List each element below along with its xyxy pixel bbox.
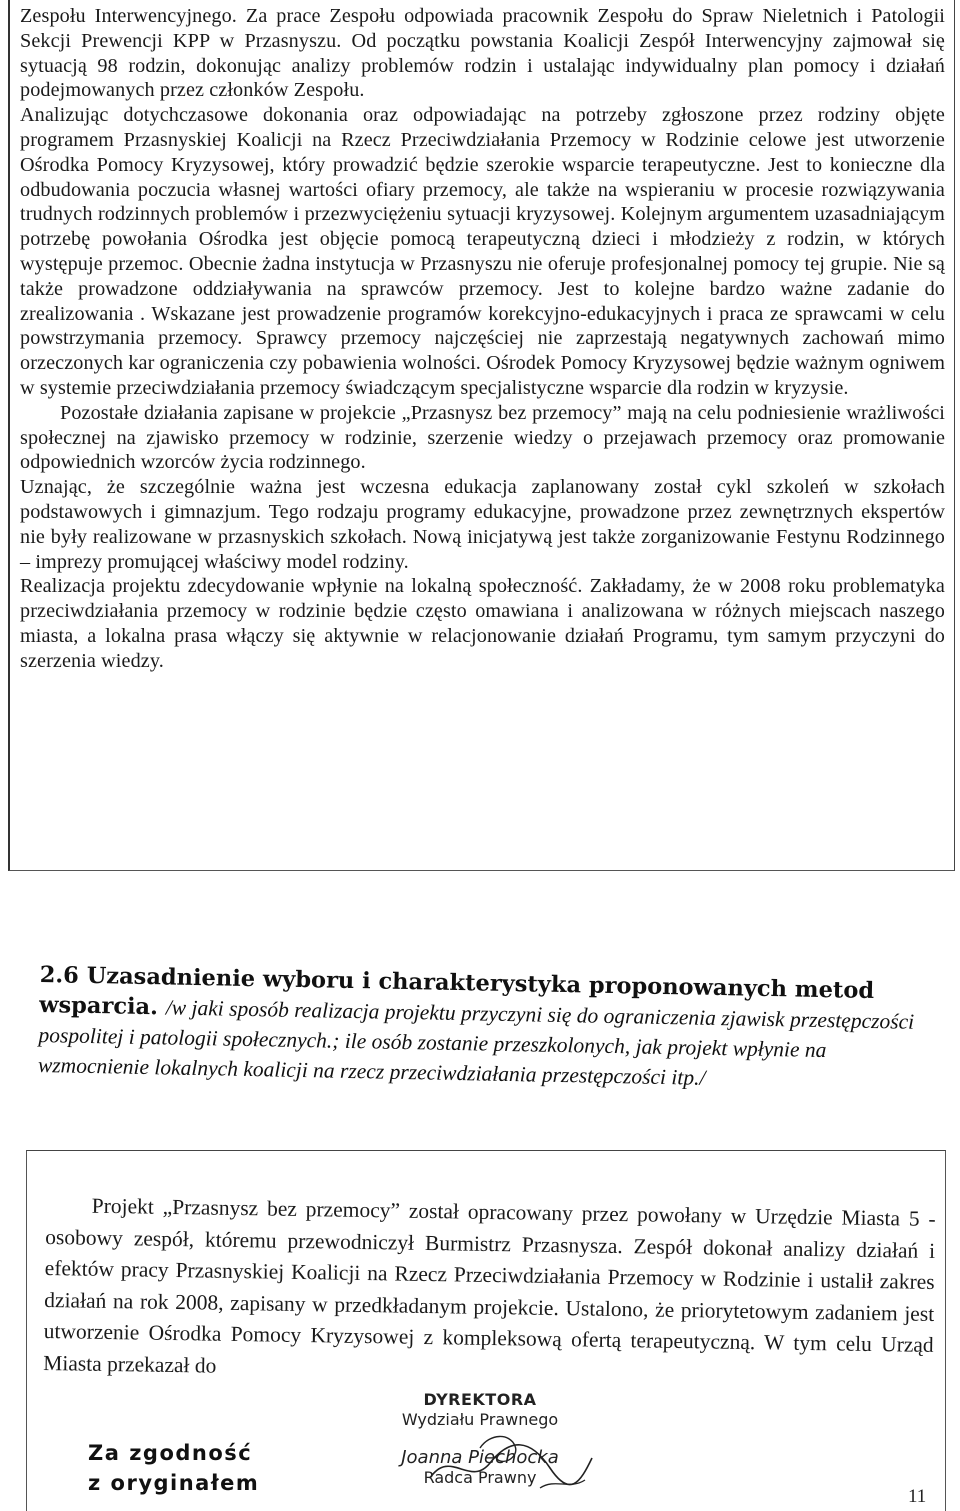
section-hint: /w jaki sposób realizacja projektu przyczyni się do ograniczenia zjawisk przestępczości pospolitej i patologii społecznych.; ile osób zostanie przeszkolonych, jak projekt wpłynie na wzmocnienie lokalnych koalicji na rzecz przeciwdziałania przestępczości itp./ — [37, 995, 915, 1090]
lower-text-block — [43, 1190, 936, 1393]
paragraph: Pozostałe działania zapisane w projekcie „Przasnysz bez przemocy” mają na celu podniesienie wrażliwości społecznej na zjawisko przemocy w rodzinie, szerzenie wiedzy o przejawach przemocy oraz promowanie odpowiednich wzorców życia rodzinnego. — [20, 401, 945, 474]
section-title: Uzasadnienie wyboru i charakterystyka proponowanych metod wsparcia. — [38, 962, 875, 1021]
upper-text-block — [20, 4, 945, 674]
paragraph: Uznając, że szczególnie ważna jest wczesna edukacja zaplanowany został cykl szkoleń w szkołach podstawowych i gimnazjum. Tego rodzaju programy edukacyjne, prowadzone przez zewnętrznych ekspertów nie były realizowane w przasnyskich szkołach. Nową inicjatywą jest także zorganizowanie Festynu Rodzinnego – imprezy promującej właściwy model rodziny. — [20, 476, 945, 573]
section-number: 2.6 — [39, 961, 80, 989]
paragraph: Projekt „Przasnysz bez przemocy” został opracowany przez powołany w Urzędzie Miasta 5 - osobowy zespół, któremu przewodniczył Burmistrz Przasnysza. Zespół dokonał analizy działań i efektów pracy Przasnyskiej Koalicji na Rzecz Przeciwdziałania Przemocy w Rodzinie i ustalił zakres działań na rok 2008, zapisany w przedkładanym projekcie. Ustalono, że priorytetowym zadaniem jest utworzenie Ośrodka Pomocy Kryzysowej z kompleksową ofertą terapeutyczną. W tym celu Urząd Miasta przekazał do — [43, 1193, 936, 1378]
handwritten-signature — [420, 1428, 600, 1498]
stamp-line-1: Za zgodność — [88, 1441, 253, 1465]
stamp-role: Radca Prawny — [423, 1468, 537, 1487]
paragraph: Realizacja projektu zdecydowanie wpłynie na lokalną społeczność. Zakładamy, że w 2008 roku problematyka przeciwdziałania przemocy w rodzinie będzie często omawiana i analizowana w różnych miejscach naszego miasta, a lokalna prasa włączy się aktywnie w relacjonowanie działań Programu, tym samym przyczyni do szerzenia wiedzy. — [20, 575, 945, 672]
paragraph: Analizując dotychczasowe dokonania oraz odpowiadając na potrzeby zgłoszone przez rodziny objęte programem Przasnyskiej Koalicji na Rzecz Przeciwdziałania Przemocy w Rodzinie celowe jest utworzenie Ośrodka Pomocy Kryzysowej, który prowadzić będzie szerokie wsparcie terapeutyczne. Jest to konieczne dla odbudowania poczucia własnej wartości ofiary przemocy, ale także na wspieraniu w procesie rozwiązywania trudnych rodzinnych problemów i przezwyciężeniu sytuacji kryzysowej. Kolejnym argumentem uzasadniającym potrzebę powołania Ośrodka jest objęcie pomocą terapeutyczną dzieci i młodzieży z rodzin, w których występuje przemoc. Obecnie żadna instytucja w Przasnyszu nie oferuje profesjonalnej pomocy tej grupie. Nie są także prowadzone oddziaływania na sprawców przemocy. Jest to kolejne bardzo ważne zadanie do zrealizowania . Wskazane jest prowadzenie programów korekcyjno-edukacyjnych i praca ze sprawcami w celu powstrzymania przemocy. Sprawcy przemocy najczęściej nie zaprzestają negatywnych zachowań mimo orzeczonych kar ograniczenia czy pobawienia wolności. Ośrodek Pomocy Kryzysowej będzie ważnym ogniwem w systemie przeciwdziałania przemocy świadczącym specjalistyczne wsparcie dla rodzin w kryzysie. — [20, 104, 945, 399]
certification-stamp — [88, 1438, 288, 1498]
page-number: 11 — [908, 1486, 927, 1507]
stamp-department: Wydziału Prawnego — [401, 1410, 559, 1429]
section-heading — [38, 960, 940, 1097]
stamp-title: DYREKTORA — [423, 1390, 537, 1409]
stamp-name: Joanna Piechocka — [401, 1447, 559, 1468]
paragraph: Zespołu Interwencyjnego. Za prace Zespołu odpowiada pracownik Zespołu do Spraw Nieletnich i Patologii Sekcji Prewencji KPP w Przasnyszu. Od początku powstania Koalicji Zespół Interwencyjny zajmował się sytuacją 98 rodzin, dokonując analizy problemów rodzin i ustalając indywidualny plan pomocy i działań podejmowanych przez członków Zespołu. — [20, 5, 945, 102]
stamp-line-2: z oryginałem — [88, 1471, 260, 1495]
